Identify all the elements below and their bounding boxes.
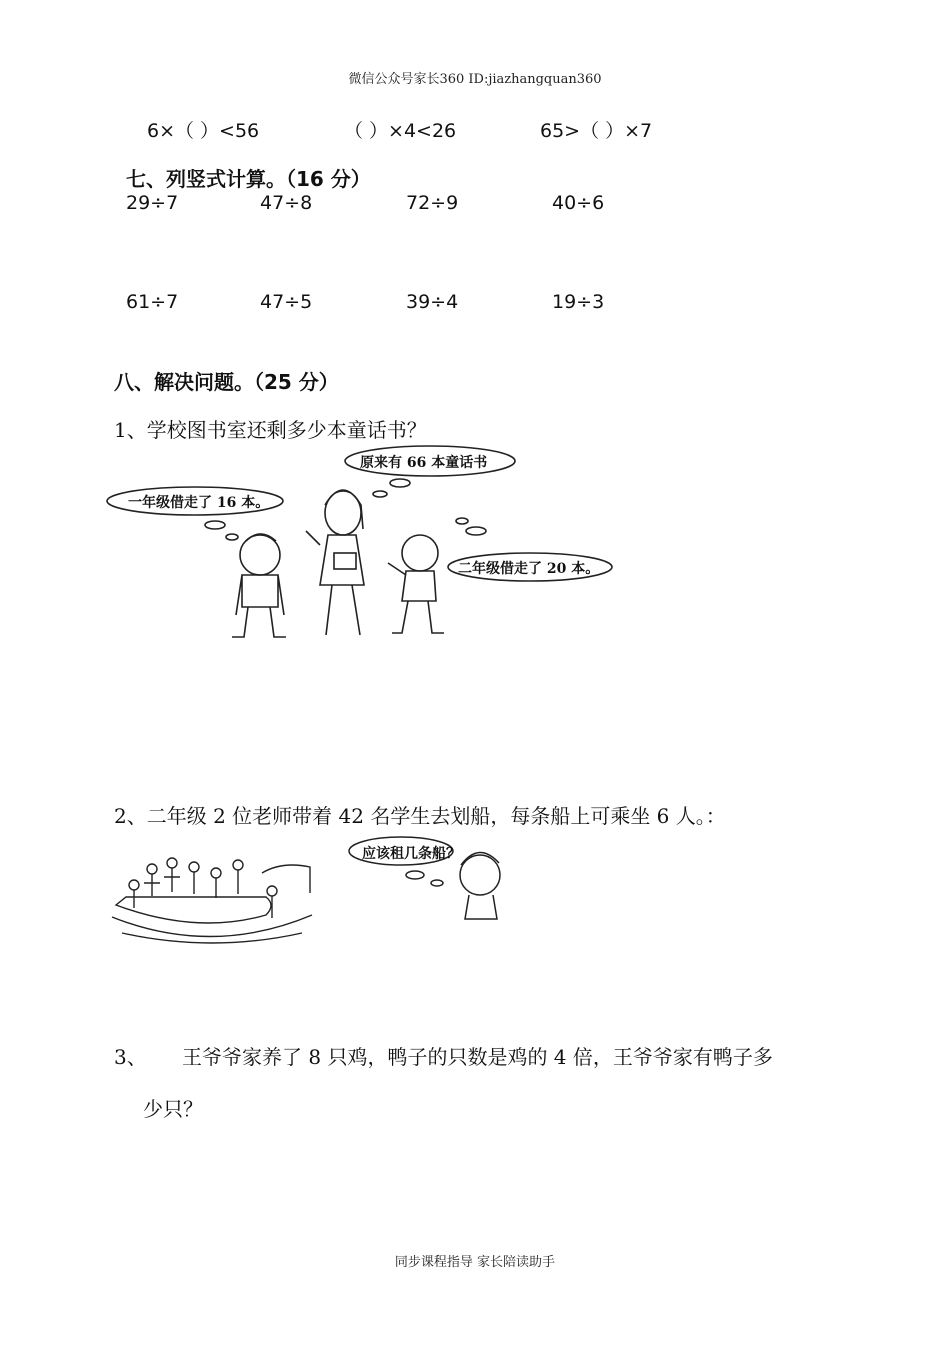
question-3-line2: 少只？ <box>143 1097 203 1121</box>
calc-item: 39÷4 <box>406 291 459 313</box>
bubble-boy2-text: 二年级借走了 20 本。 <box>458 561 600 577</box>
q2-bubble-text: 应该租几条船？ <box>362 846 460 862</box>
q2-boat-illustration <box>112 855 312 945</box>
inequality-1: 6×（ ）<56 <box>147 120 260 142</box>
question-3-line1: 王爷爷家养了 8 只鸡，鸭子的只数是鸡的 4 倍，王爷爷家有鸭子多 <box>182 1045 773 1069</box>
calc-item: 47÷5 <box>260 291 313 313</box>
question-3-number: 3、 <box>114 1045 147 1069</box>
calc-item: 29÷7 <box>126 192 179 214</box>
bubble-teacher-text: 原来有 66 本童话书 <box>360 455 488 471</box>
bubble-boy1-text: 一年级借走了 16 本。 <box>128 495 270 511</box>
calc-item: 61÷7 <box>126 291 179 313</box>
section-7-title: 七、列竖式计算。（16 分） <box>126 167 371 191</box>
inequality-2: （ ）×4<26 <box>344 120 457 142</box>
question-2-text: 2、二年级 2 位老师带着 42 名学生去划船，每条船上可乘坐 6 人。： <box>114 804 726 828</box>
question-1-text: 1、学校图书室还剩多少本童话书？ <box>114 418 427 442</box>
inequality-3: 65>（ ）×7 <box>540 120 653 142</box>
calc-item: 72÷9 <box>406 192 459 214</box>
calc-item: 19÷3 <box>552 291 605 313</box>
page-header: 微信公众号家长360 ID:jiazhangquan360 <box>348 72 602 87</box>
section-8-title: 八、解决问题。（25 分） <box>114 370 339 394</box>
calc-item: 47÷8 <box>260 192 313 214</box>
calc-item: 40÷6 <box>552 192 605 214</box>
q1-illustration <box>110 445 730 645</box>
page-footer: 同步课程指导 家长陪读助手 <box>394 1255 556 1270</box>
